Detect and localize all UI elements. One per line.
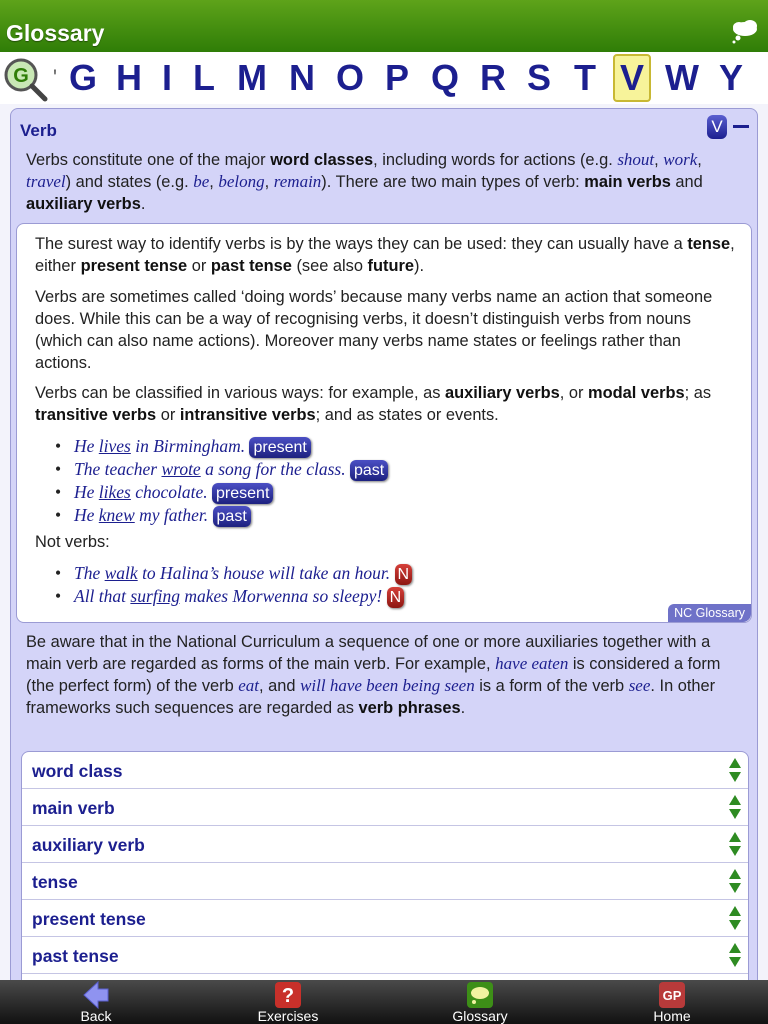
alphabet-letters bbox=[50, 52, 754, 104]
tense-tag[interactable]: present bbox=[249, 437, 310, 458]
nc-glossary-box bbox=[16, 223, 752, 623]
letter-n[interactable]: N bbox=[289, 57, 315, 98]
list-item: • He lives in Birmingham. present bbox=[57, 435, 388, 458]
list-item: • He knew my father. past bbox=[57, 504, 388, 527]
alphabet-bar bbox=[0, 52, 768, 105]
tab-label: Exercises bbox=[257, 1008, 319, 1024]
expand-arrows-icon bbox=[728, 794, 742, 820]
svg-text:?: ? bbox=[281, 985, 295, 1007]
svg-text:GP: GP bbox=[662, 988, 682, 1003]
not-verbs-label: Not verbs: bbox=[35, 533, 110, 551]
letter-m[interactable]: M bbox=[237, 57, 267, 98]
tab-exercises[interactable] bbox=[228, 980, 348, 1024]
search-icon[interactable] bbox=[2, 56, 48, 102]
expand-arrows-icon bbox=[728, 942, 742, 968]
letter-w[interactable]: W bbox=[665, 57, 699, 98]
tab-home[interactable] bbox=[612, 980, 732, 1024]
title-bar bbox=[0, 0, 768, 52]
tense-tag[interactable]: present bbox=[212, 483, 273, 504]
tab-glossary[interactable] bbox=[420, 980, 540, 1024]
home-icon bbox=[658, 981, 686, 1009]
related-term-tense[interactable]: tense bbox=[22, 863, 748, 900]
noun-tag[interactable]: N bbox=[395, 564, 413, 585]
back-arrow-icon bbox=[82, 981, 110, 1009]
letter-q[interactable]: Q bbox=[430, 57, 459, 98]
entry-note: Be aware that in the National Curriculum a sequence of one or more auxiliaries together with a main verb are regarded as forms of the main verb. For example, have eaten is considered a form (the perfect form) of the verb eat, and will have been being seen is a form of the verb see. In other frameworks such sequences are regarded as verb phrases. bbox=[26, 633, 721, 717]
verb-examples bbox=[57, 435, 388, 527]
nc-paragraph-1: The surest way to identify verbs is by the ways they can be used: they can usually have a tense, either present tense or past tense (see also future). bbox=[35, 235, 735, 275]
related-term-main-verb[interactable]: main verb bbox=[22, 789, 748, 826]
page-title: Glossary bbox=[6, 20, 105, 46]
expand-arrows-icon bbox=[728, 831, 742, 857]
tab-label: Back bbox=[80, 1008, 112, 1024]
letter-apostrophe[interactable]: ' bbox=[52, 65, 58, 90]
expand-arrows-icon bbox=[728, 757, 742, 783]
entry-title: Verb bbox=[20, 121, 57, 140]
letter-y[interactable]: Y bbox=[718, 57, 743, 98]
letter-h[interactable]: H bbox=[116, 57, 142, 98]
related-term-word-class[interactable]: word class bbox=[22, 752, 748, 789]
content-scroll[interactable] bbox=[0, 104, 768, 980]
collapse-icon[interactable] bbox=[733, 125, 749, 128]
letter-s[interactable]: S bbox=[526, 57, 551, 98]
related-term-auxiliary-verb[interactable]: auxiliary verb bbox=[22, 826, 748, 863]
svg-text:G: G bbox=[13, 65, 29, 87]
entry-intro: Verbs constitute one of the major word classes, including words for actions (e.g. shout, work, travel) and states (e.g. be, belong, remain). There are two main types of verb: main verbs and auxiliary verbs. bbox=[26, 150, 703, 213]
tab-back[interactable] bbox=[36, 980, 156, 1024]
list-item: • All that surfing makes Morwenna so sleepy! N bbox=[57, 585, 412, 608]
tense-tag[interactable]: past bbox=[350, 460, 388, 481]
list-item: • The walk to Halina’s house will take an hour. N bbox=[57, 562, 412, 585]
related-term-past-tense[interactable]: past tense bbox=[22, 937, 748, 974]
glossary-entry bbox=[10, 108, 758, 1010]
letter-p[interactable]: P bbox=[384, 57, 409, 98]
non-verb-examples bbox=[57, 562, 412, 608]
letter-t[interactable]: T bbox=[574, 57, 596, 98]
bottom-tab-bar bbox=[0, 980, 768, 1024]
noun-tag[interactable]: N bbox=[387, 587, 405, 608]
list-item: • He likes chocolate. present bbox=[57, 481, 388, 504]
letter-g[interactable]: G bbox=[68, 57, 97, 98]
cloud-icon[interactable] bbox=[730, 18, 760, 44]
letter-r[interactable]: R bbox=[480, 57, 506, 98]
letter-l[interactable]: L bbox=[193, 57, 215, 98]
letter-i[interactable]: I bbox=[161, 57, 172, 98]
nc-paragraph-3: Verbs can be classified in various ways: for example, as auxiliary verbs, or modal verbs; as transitive verbs or intransitive verbs; and as states or events. bbox=[35, 384, 712, 424]
tab-label: Home bbox=[653, 1008, 691, 1024]
related-term-present-tense[interactable]: present tense bbox=[22, 900, 748, 937]
nc-glossary-label: NC Glossary bbox=[668, 604, 751, 622]
letter-v-selected[interactable]: V bbox=[613, 54, 651, 102]
tense-tag[interactable]: past bbox=[213, 506, 251, 527]
letter-o[interactable]: O bbox=[335, 57, 364, 98]
letter-badge[interactable]: V bbox=[707, 115, 727, 139]
tab-label: Glossary bbox=[452, 1008, 508, 1024]
glossary-icon bbox=[466, 981, 494, 1009]
expand-arrows-icon bbox=[728, 868, 742, 894]
list-item: • The teacher wrote a song for the class. past bbox=[57, 458, 388, 481]
expand-arrows-icon bbox=[728, 905, 742, 931]
nc-paragraph-2: Verbs are sometimes called ‘doing words’ because many verbs name an action that someone does. While this can be a way of recognising verbs, it doesn’t distinguish verbs from nouns (which can also name actions). Moreover many verbs name states or feelings rather than actions. bbox=[35, 288, 713, 372]
exercises-icon bbox=[274, 981, 302, 1009]
related-terms-list bbox=[21, 751, 749, 1012]
